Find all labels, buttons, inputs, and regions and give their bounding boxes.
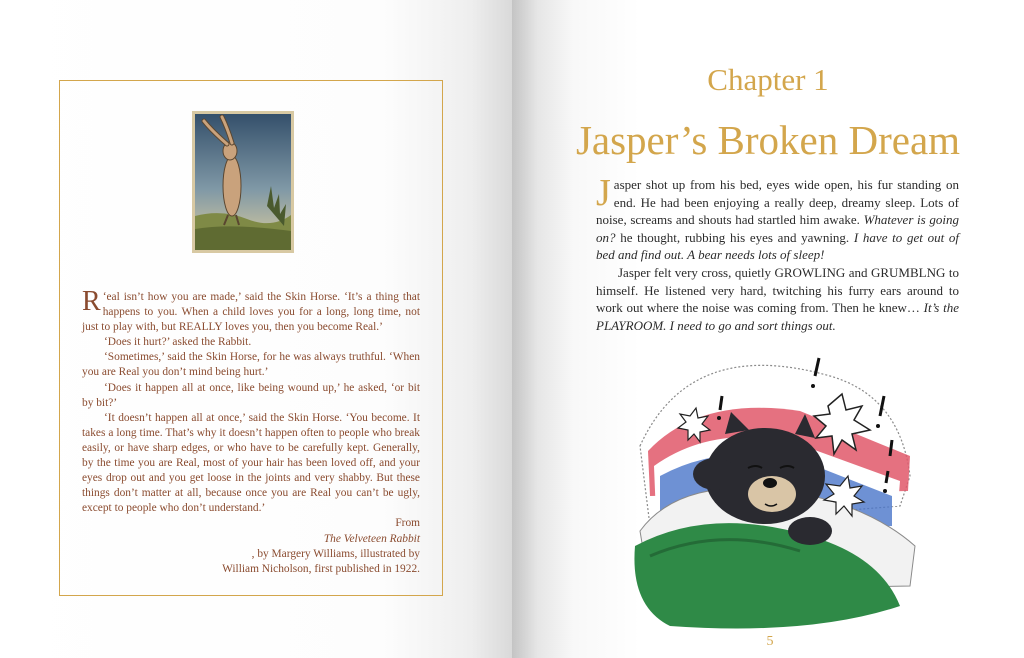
- body-p1-text-a: asper shot up from his bed, eyes wide open, his fur standing on end. He had been enjoying a really deep, dreamy sleep. Lots of noise, screams and shouts had startled him awake.: [596, 177, 959, 228]
- citation-line-2: William Nicholson, first published in 1922.: [222, 562, 420, 575]
- body-paragraph-1: [596, 172, 959, 264]
- body-p1-italic-a: Whatever is going on?: [596, 212, 959, 245]
- page-number: 5: [766, 634, 774, 649]
- sleeping-bear-illustration-icon: [630, 356, 920, 636]
- citation-prefix: From: [395, 517, 420, 530]
- body-paragraph-2: [596, 264, 959, 334]
- body-p2-italic-a: It’s the PLAYROOM. I need to go and sort things out.: [596, 300, 959, 333]
- citation-suffix: , by Margery Williams, illustrated by: [251, 547, 420, 560]
- body-p1-text-b: he thought, rubbing his eyes and yawning.: [615, 229, 854, 245]
- quote-text-1: eal isn’t how you are made,’ said the Skin Horse. ‘It’s a thing that happens to you. When a child loves you for a long, long time, not just to play with, but REALLY loves you, then you become Real.’: [82, 291, 420, 334]
- quote-citation: [82, 516, 420, 576]
- quote-paragraph-2: ‘Does it hurt?’ asked the Rabbit.: [104, 336, 252, 349]
- citation-book-title: The Velveteen Rabbit: [323, 532, 420, 545]
- chapter-body: [596, 172, 959, 334]
- body-dropcap: J: [596, 172, 611, 214]
- quote-dropcap: R: [82, 286, 101, 317]
- quote-paragraph-4: ‘Does it happen all at once, like being wound up,’ he asked, ‘or bit by bit?’: [82, 381, 420, 409]
- quote-open-mark: ‘: [102, 291, 107, 303]
- body-p2-text-a: Jasper felt very cross, quietly GROWLING and GRUMBLNG to himself. He listened very hard, twitching his furry ears around to work out where the noise was coming from. Then he knew…: [596, 264, 959, 316]
- chapter-label: Chapter 1: [707, 62, 829, 97]
- velveteen-rabbit-quote: [82, 286, 420, 577]
- body-p1-italic-b: I have to get out of bed and find out. A bear needs lots of sleep!: [596, 229, 959, 263]
- citation-line-1: [82, 516, 420, 561]
- chapter-title: Jasper’s Broken Dream: [575, 117, 961, 163]
- quote-paragraph-5: ‘It doesn’t happen all at once,’ said the Skin Horse. ‘You become. It takes a long time. That’s why it doesn’t happen often to people who break easily, or have sharp edges, or who have to be carefully kept. Generally, by the time you are Real, most of your hair has been loved off, and your eyes drop out and you get loose in the joints and very shabby. But these things don’t matter at all, because once you are Real you can’t be ugly, except to people who don’t understand.’: [82, 411, 420, 515]
- rabbit-illustration-icon: [192, 111, 294, 253]
- quote-paragraph-3: ‘Sometimes,’ said the Skin Horse, for he was always truthful. ‘When you are Real you don’t mind being hurt.’: [82, 351, 420, 379]
- quote-paragraph-1: [82, 286, 420, 335]
